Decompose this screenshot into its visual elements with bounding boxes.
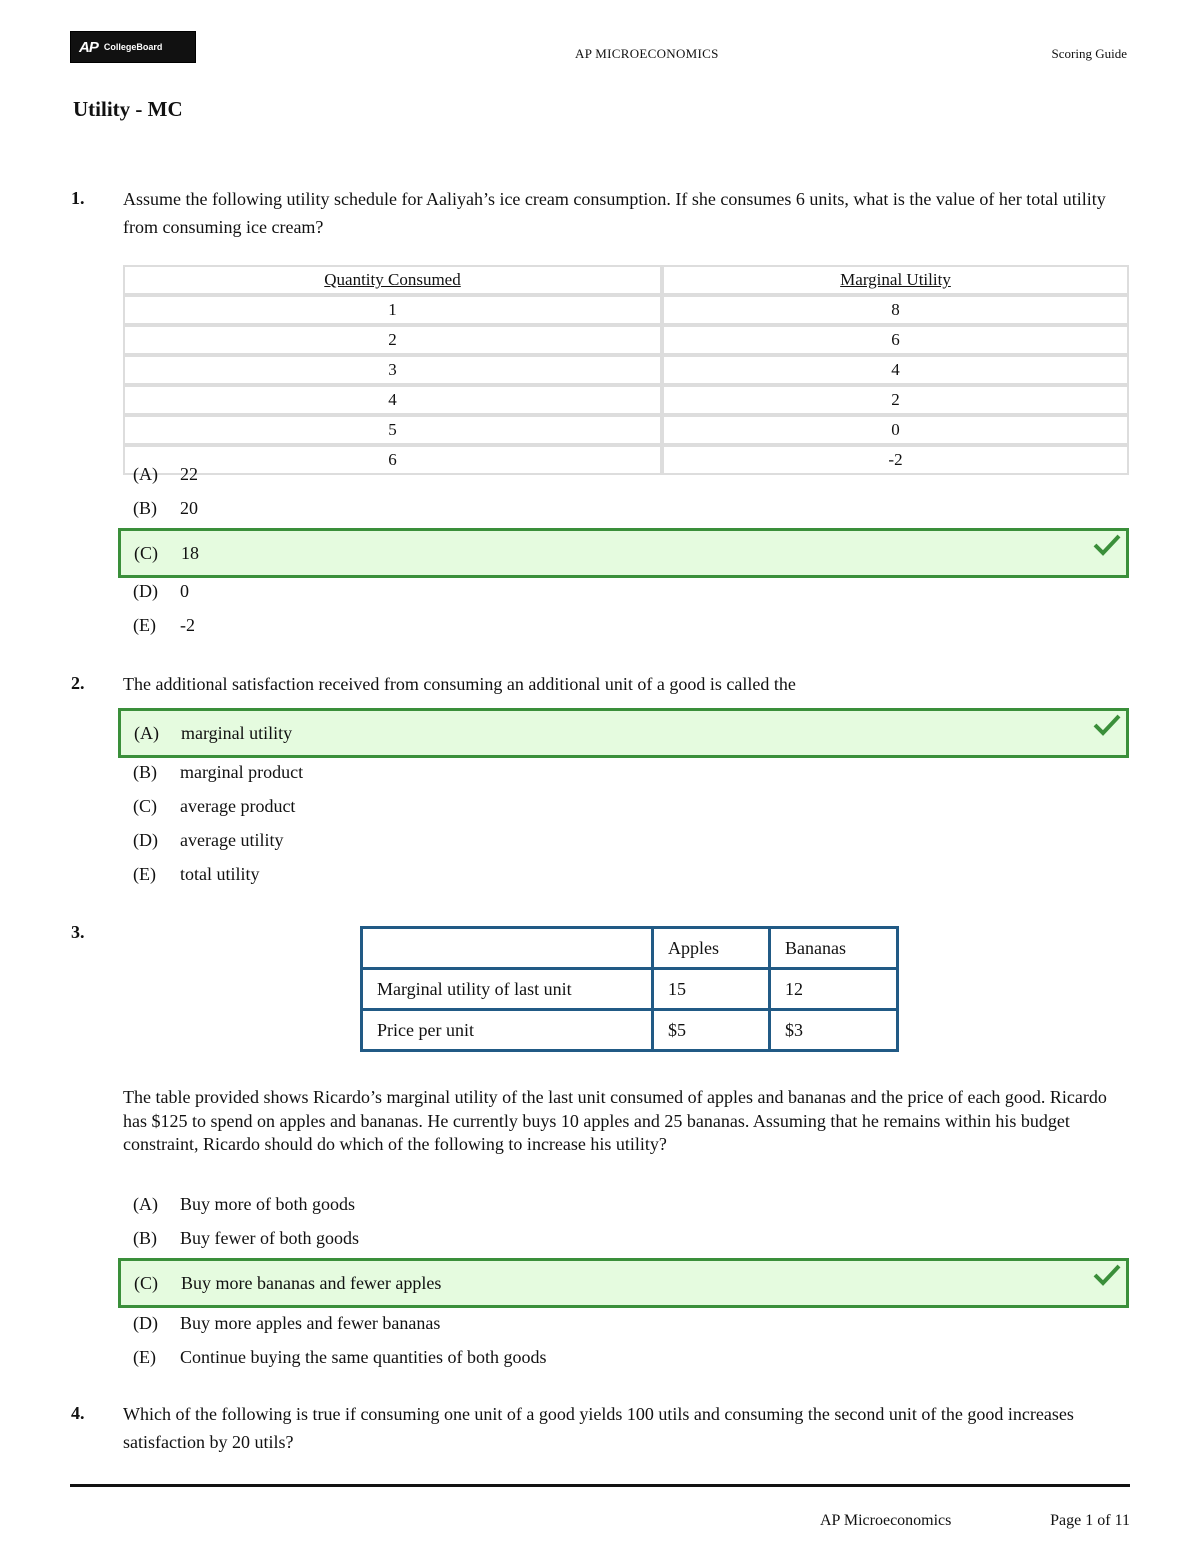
option-text: Buy more of both goods	[180, 1194, 355, 1214]
table-header-apples: Apples	[653, 928, 770, 969]
q3-option-b[interactable]	[133, 1225, 359, 1251]
option-letter: (D)	[133, 830, 158, 850]
table-cell: 3	[123, 355, 662, 385]
option-letter: (A)	[133, 464, 158, 484]
footer-page-number: Page 1 of 11	[1050, 1512, 1130, 1529]
table-cell: 6	[123, 445, 662, 475]
q2-option-c[interactable]	[133, 793, 295, 819]
table-header-bananas: Bananas	[770, 928, 898, 969]
table-cell: 4	[662, 355, 1129, 385]
option-text: Buy more bananas and fewer apples	[181, 1273, 442, 1293]
table-row	[362, 969, 898, 1010]
question-1-text: Assume the following utility schedule for Aaliyah’s ice cream consumption. If she consumes 6 units, what is the value of her total utility from consuming ice cream?	[123, 189, 1106, 237]
collegeboard-logo-text: CollegeBoard	[103, 42, 163, 52]
q2-option-b[interactable]	[133, 759, 303, 785]
footer-course: AP Microeconomics	[820, 1512, 952, 1529]
table-cell: 2	[123, 325, 662, 355]
ap-collegeboard-logo	[70, 31, 196, 63]
table-cell: $3	[770, 1010, 898, 1051]
option-letter: (B)	[133, 1228, 157, 1248]
table-header-quantity: Quantity Consumed	[123, 265, 662, 295]
option-letter: (B)	[133, 762, 157, 782]
table-cell: 12	[770, 969, 898, 1010]
option-text: total utility	[180, 864, 260, 884]
q2-option-e[interactable]	[133, 861, 260, 887]
q1-option-d[interactable]	[133, 578, 189, 604]
table-cell: 5	[123, 415, 662, 445]
q1-option-b[interactable]	[133, 495, 198, 521]
question-4-text: Which of the following is true if consuming one unit of a good yields 100 utils and consuming the second unit of the good increases satisfaction by 20 utils?	[123, 1404, 1074, 1452]
q2-option-a[interactable]	[134, 720, 292, 746]
option-text: Buy fewer of both goods	[180, 1228, 359, 1248]
table-cell: 2	[662, 385, 1129, 415]
table-cell: Marginal utility of last unit	[362, 969, 653, 1010]
q1-option-e[interactable]	[133, 612, 195, 638]
q2-option-d[interactable]	[133, 827, 283, 853]
q3-option-e[interactable]	[133, 1344, 546, 1370]
option-letter: (C)	[133, 796, 157, 816]
option-text: marginal product	[180, 762, 304, 782]
apples-bananas-table	[360, 926, 899, 1052]
question-2-text: The additional satisfaction received from consuming an additional unit of a good is called the	[123, 674, 796, 694]
table-header-marginal-utility: Marginal Utility	[662, 265, 1129, 295]
page-title: Utility - MC	[73, 97, 183, 121]
table-cell-empty	[362, 928, 653, 969]
question-1-number: 1.	[71, 188, 85, 208]
table-row	[123, 325, 1129, 355]
option-letter: (E)	[133, 615, 156, 635]
option-letter: (E)	[133, 864, 156, 884]
table-row	[123, 445, 1129, 475]
option-letter: (A)	[133, 1194, 158, 1214]
question-3-number: 3.	[71, 922, 85, 942]
q1-option-c[interactable]	[134, 540, 199, 566]
table-row	[123, 385, 1129, 415]
option-letter: (B)	[133, 498, 157, 518]
footer-divider	[70, 1484, 1130, 1487]
option-text: Buy more apples and fewer bananas	[180, 1313, 441, 1333]
checkmark-icon	[1092, 713, 1122, 737]
question-3-text: The table provided shows Ricardo’s marginal utility of the last unit consumed of apples and bananas and the price of each good. Ricardo has $125 to spend on apples and bananas. He currently buys 10 apples and 25 bananas. Assuming that he remains within his budget constraint, Ricardo should do which of the following to increase his utility?	[123, 1087, 1107, 1154]
q3-correct-answer-box	[118, 1258, 1129, 1308]
utility-schedule-table	[123, 265, 1129, 475]
ap-logo-mark: AP	[79, 38, 98, 56]
option-letter: (C)	[134, 543, 158, 563]
table-header-row	[362, 928, 898, 969]
table-cell: -2	[662, 445, 1129, 475]
question-4-number: 4.	[71, 1403, 85, 1423]
table-row	[123, 295, 1129, 325]
table-cell: 6	[662, 325, 1129, 355]
option-text: 22	[180, 464, 198, 484]
question-2-number: 2.	[71, 673, 85, 693]
option-text: 18	[181, 543, 199, 563]
table-cell: 15	[653, 969, 770, 1010]
option-text: 0	[180, 581, 189, 601]
q3-option-d[interactable]	[133, 1310, 440, 1336]
table-row	[362, 1010, 898, 1051]
q3-option-a[interactable]	[133, 1191, 355, 1217]
header-course: AP MICROECONOMICS	[575, 46, 719, 61]
table-cell: $5	[653, 1010, 770, 1051]
option-letter: (C)	[134, 1273, 158, 1293]
option-text: 20	[180, 498, 198, 518]
table-row	[123, 415, 1129, 445]
table-cell: 1	[123, 295, 662, 325]
option-text: -2	[180, 615, 195, 635]
table-cell: Price per unit	[362, 1010, 653, 1051]
table-row	[123, 355, 1129, 385]
q3-option-c[interactable]	[134, 1270, 441, 1296]
header-scoring-guide: Scoring Guide	[1051, 46, 1127, 61]
table-cell: 4	[123, 385, 662, 415]
option-letter: (A)	[134, 723, 159, 743]
option-text: average product	[180, 796, 296, 816]
option-letter: (D)	[133, 581, 158, 601]
q2-correct-answer-box	[118, 708, 1129, 758]
option-letter: (D)	[133, 1313, 158, 1333]
option-text: average utility	[180, 830, 284, 850]
q1-correct-answer-box	[118, 528, 1129, 578]
q1-option-a[interactable]	[133, 461, 198, 487]
table-header-row	[123, 265, 1129, 295]
table-cell: 0	[662, 415, 1129, 445]
checkmark-icon	[1092, 533, 1122, 557]
checkmark-icon	[1092, 1263, 1122, 1287]
option-text: Continue buying the same quantities of both goods	[180, 1347, 547, 1367]
option-letter: (E)	[133, 1347, 156, 1367]
option-text: marginal utility	[181, 723, 293, 743]
table-cell: 8	[662, 295, 1129, 325]
